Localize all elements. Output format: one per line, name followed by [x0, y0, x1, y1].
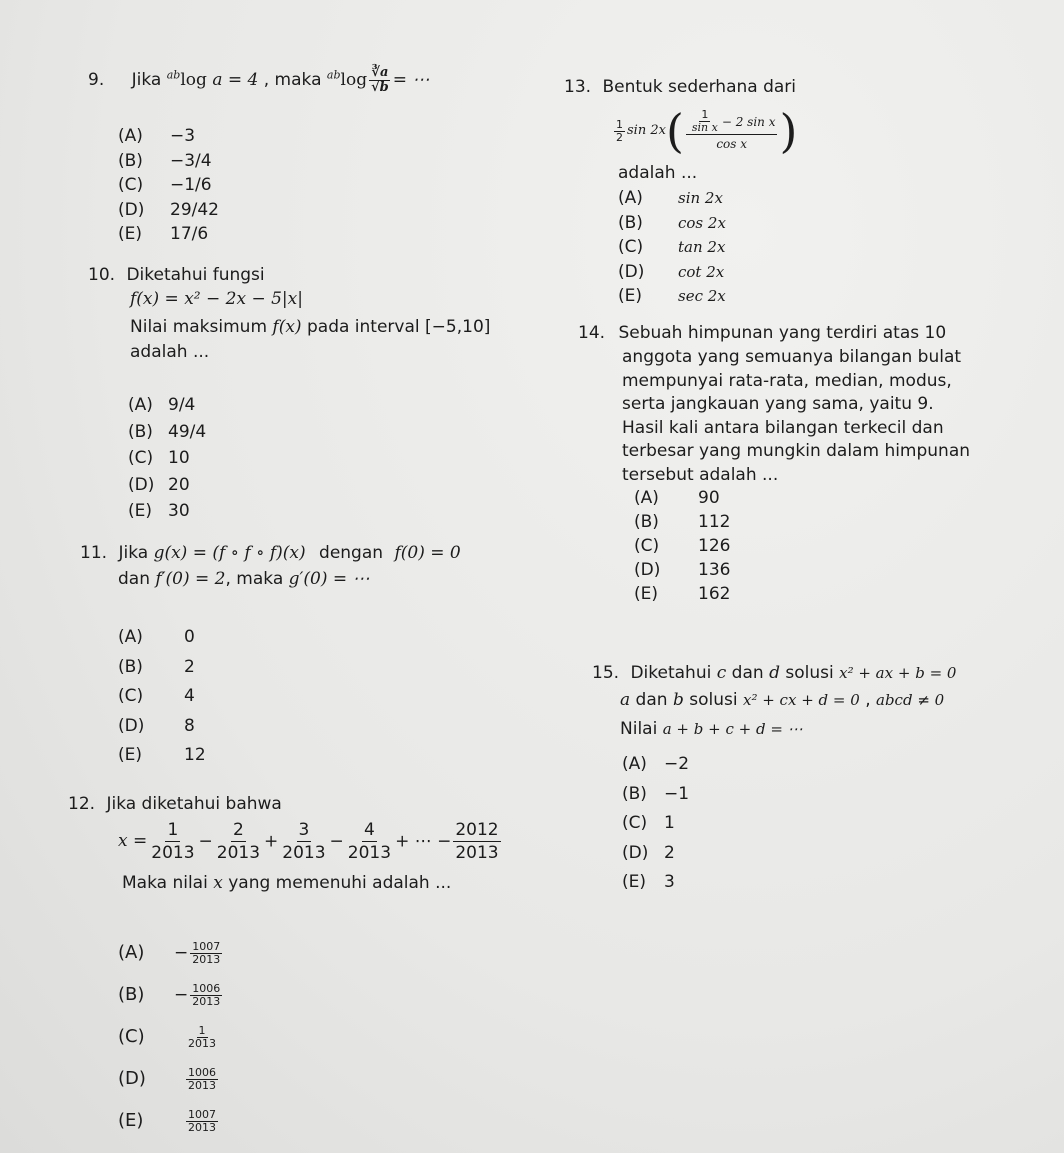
q9-opt-e-letter: (E)	[118, 224, 143, 244]
q12-term-5-sign: + ⋯ −	[395, 831, 452, 851]
q14-option-b[interactable]	[634, 510, 730, 534]
q10-opt-a-letter: (A)	[128, 395, 153, 415]
q12-term-1-frac	[149, 819, 196, 864]
q12-opt-b-den: 2013	[192, 994, 221, 1008]
q14-line-4: serta jangkauan yang sama, yaitu 9.	[622, 394, 934, 414]
q14-line-2: anggota yang semuanya bilangan bulat	[622, 347, 962, 367]
q13-options	[618, 186, 726, 309]
q12-opt-a-frac	[190, 941, 222, 966]
q12-series	[118, 816, 503, 866]
q11-option-a[interactable]	[118, 623, 206, 653]
q10-line3b: pada interval	[306, 317, 420, 337]
q9-opt-a-value: −3	[170, 126, 196, 146]
q15-dan-2: dan	[635, 690, 668, 710]
q12-opt-d-num: 1006	[188, 1065, 216, 1079]
q11-f0: f(0) = 0	[394, 543, 461, 563]
q15-opt-e-letter: (E)	[622, 872, 647, 892]
q12-opt-e-frac	[186, 1109, 218, 1134]
q10-option-e[interactable]	[128, 498, 206, 525]
q10-options	[128, 392, 206, 525]
q12-term-2	[199, 819, 265, 864]
q10-stem-3	[130, 316, 490, 338]
q11-opt-b-letter: (B)	[118, 656, 143, 677]
q13-opt-a-letter: (A)	[618, 188, 643, 208]
q12-option-a[interactable]	[118, 932, 224, 974]
q13-option-e[interactable]	[618, 284, 726, 309]
q14-stem-rest	[622, 346, 970, 487]
q15-b: b	[672, 690, 684, 710]
q12-term-4-sign: −	[329, 831, 344, 851]
q11-fprime: f′(0) = 2	[155, 569, 226, 589]
q13-expression	[612, 100, 797, 162]
q15-sum: a + b + c + d = ⋯	[662, 720, 803, 738]
q13-opt-d-letter: (D)	[618, 261, 645, 282]
q12-opt-b-letter: (B)	[118, 984, 145, 1005]
q10-opt-e-letter: (E)	[128, 501, 153, 521]
q13-opt-c-letter: (C)	[618, 237, 644, 257]
q15-opt-e-value: 3	[664, 872, 675, 892]
q11-option-c[interactable]	[118, 682, 206, 712]
q9-option-b[interactable]	[118, 149, 219, 174]
q11-dan: dan	[118, 569, 150, 589]
q11-opt-e-value: 12	[184, 745, 206, 765]
q11-opt-d-value: 8	[184, 715, 195, 736]
q12-opt-d-frac	[186, 1067, 218, 1092]
q9-option-a[interactable]	[118, 124, 219, 149]
q13-opt-d-value: cot 2x	[678, 262, 725, 281]
q12-term-1-num: 1	[167, 819, 179, 840]
q12-term-1-den: 2013	[151, 842, 195, 863]
q12-term-4	[330, 819, 396, 864]
q12-line3a: Maka nilai	[122, 873, 208, 893]
q13-opt-a-value: sin 2x	[678, 189, 723, 207]
q13-adalah: adalah ...	[618, 163, 698, 183]
q14-opt-e-letter: (E)	[634, 584, 659, 604]
q14-opt-b-value: 112	[698, 512, 731, 532]
q9-log-lhs	[167, 70, 259, 90]
q10-line4: adalah ...	[130, 342, 210, 362]
q12-option-d[interactable]	[118, 1058, 224, 1100]
q11-maka: , maka	[225, 569, 284, 589]
q12-term-4-frac	[346, 819, 393, 864]
q13-big-fraction	[686, 109, 778, 153]
q14-line-5: Hasil kali antara bilangan terkecil dan	[622, 417, 944, 438]
q14-opt-d-value: 136	[698, 560, 731, 580]
q13-inner-den: sin x	[691, 121, 718, 134]
q13-line1: Bentuk sederhana dari	[602, 77, 797, 97]
q15-options	[622, 750, 689, 898]
q15-comma: ,	[865, 690, 871, 710]
q15-opt-b-letter: (B)	[622, 783, 647, 804]
q13-right-paren: )	[779, 104, 798, 158]
q9-log-rhs	[326, 65, 430, 95]
q10-line1: Diketahui fungsi	[126, 265, 265, 285]
q10-fx: f(x)	[272, 317, 302, 337]
q10-line3a: Nilai maksimum	[130, 317, 268, 337]
q9-lhs-rest: a = 4	[212, 70, 259, 90]
q9-opt-e-value: 17/6	[170, 224, 209, 244]
q12-opt-d-letter: (D)	[118, 1068, 146, 1089]
q11-stem-1	[80, 542, 461, 564]
q12-opt-b-num: 1006	[192, 981, 221, 995]
q9-opt-d-value: 29/42	[170, 199, 219, 220]
q15-opt-c-value: 1	[664, 813, 675, 833]
q15-diketahui: Diketahui	[630, 663, 712, 683]
q13-opt-b-value: cos 2x	[678, 213, 726, 232]
q9-options	[118, 124, 219, 247]
q11-dengan: dengan	[319, 543, 384, 563]
q14-number: 14.	[578, 323, 606, 343]
q11-opt-a-letter: (A)	[118, 627, 143, 647]
q14-opt-a-letter: (A)	[634, 488, 659, 508]
q12-opt-c-frac	[186, 1025, 218, 1050]
q14-option-e[interactable]	[634, 582, 730, 606]
q13-number: 13.	[564, 77, 592, 97]
q14-line-1: Sebuah himpunan yang terdiri atas 10	[618, 323, 947, 343]
q11-gprime: g′(0) = ⋯	[288, 569, 370, 589]
q12-x-eq: x =	[118, 831, 148, 851]
q10-interval: [−5,10]	[425, 317, 491, 337]
q12-opt-e-letter: (E)	[118, 1110, 144, 1131]
q15-eq1: x² + ax + b = 0	[839, 664, 957, 682]
q10-opt-d-value: 20	[168, 474, 190, 495]
q11-option-d[interactable]	[118, 712, 206, 742]
q11-option-b[interactable]	[118, 653, 206, 683]
q9-opt-c-letter: (C)	[118, 175, 144, 195]
q10-opt-d-letter: (D)	[128, 474, 155, 495]
q9-number: 9.	[88, 70, 105, 90]
q13-inner-num: 1	[701, 108, 709, 121]
q12-xvar: x	[213, 873, 223, 893]
q15-number: 15.	[592, 663, 620, 683]
q10-option-c[interactable]	[128, 445, 206, 472]
q14-option-d[interactable]	[634, 558, 730, 582]
q12-opt-c-letter: (C)	[118, 1026, 145, 1047]
q14-line-6: terbesar yang mungkin dalam himpunan	[622, 441, 971, 461]
q10-option-a[interactable]	[128, 392, 206, 419]
q10-option-b[interactable]	[128, 419, 206, 446]
q15-opt-d-value: 2	[664, 842, 675, 863]
q12-opt-b-sign: −	[174, 985, 189, 1005]
q9-opt-d-letter: (D)	[118, 199, 145, 220]
q15-d: d	[769, 663, 780, 683]
q11-options	[118, 623, 206, 771]
q9-option-c[interactable]	[118, 173, 219, 198]
q12-term-3-num: 3	[298, 819, 310, 840]
q11-number: 11.	[80, 543, 108, 563]
q15-opt-b-value: −1	[664, 783, 690, 804]
q13-left-paren: (	[665, 104, 684, 158]
q12-line3b: yang memenuhi adalah ...	[228, 873, 452, 893]
q11-opt-a-value: 0	[184, 627, 195, 647]
q13-option-d[interactable]	[618, 260, 726, 285]
q11-opt-d-letter: (D)	[118, 715, 145, 736]
q15-nilai: Nilai	[620, 719, 658, 739]
q12-number: 12.	[68, 794, 96, 814]
q9-option-d[interactable]	[118, 198, 219, 223]
q10-opt-a-value: 9/4	[168, 395, 196, 415]
q10-opt-e-value: 30	[168, 501, 190, 521]
q14-opt-c-letter: (C)	[634, 536, 660, 556]
q14-line-7: tersebut adalah ...	[622, 464, 779, 485]
q13-opt-e-value: sec 2x	[678, 287, 726, 305]
q15-condition: abcd ≠ 0	[876, 691, 945, 709]
q13-inner-minus: − 2 sin x	[721, 114, 776, 129]
q13-inner-frac	[690, 109, 720, 134]
q9-sup-ab: ab	[166, 68, 181, 82]
q13-option-a[interactable]	[618, 186, 726, 211]
q10-number: 10.	[88, 265, 116, 285]
q9-frac-num: ∛a	[371, 65, 389, 80]
q11-jika: Jika	[118, 543, 149, 563]
q14-opt-d-letter: (D)	[634, 560, 661, 580]
q12-stem-1	[68, 793, 282, 815]
q12-option-e[interactable]	[118, 1100, 224, 1142]
q9-opt-b-value: −3/4	[170, 150, 212, 171]
q12-opt-b-frac	[190, 983, 222, 1008]
q12-term-3-sign: +	[264, 831, 279, 851]
q9-opt-c-value: −1/6	[170, 175, 212, 195]
q14-opt-c-value: 126	[698, 536, 731, 556]
q15-c: c	[716, 663, 727, 683]
q13-stem-1	[564, 76, 796, 98]
q9-log-word-2: log	[340, 70, 368, 90]
q14-options	[634, 486, 730, 606]
q12-term-3	[264, 819, 330, 864]
q15-opt-d-letter: (D)	[622, 842, 649, 863]
q9-log-word: log	[180, 70, 207, 90]
q12-term-3-frac	[280, 819, 327, 864]
q10-opt-b-letter: (B)	[128, 421, 153, 442]
q15-option-b[interactable]	[622, 780, 689, 810]
q12-term-4-num: 4	[364, 819, 375, 840]
q15-opt-a-letter: (A)	[622, 754, 647, 774]
q15-dan: dan	[731, 663, 764, 683]
q13-half-num: 1	[616, 117, 623, 131]
q13-opt-c-value: tan 2x	[678, 238, 726, 256]
q12-opt-c-den: 2013	[188, 1036, 216, 1050]
q9-sup-ab-2: ab	[326, 68, 341, 82]
q9-jika: Jika	[131, 70, 162, 90]
q13-big-frac-num	[686, 109, 778, 135]
q9-opt-a-letter: (A)	[118, 126, 143, 146]
q13-sin2x: sin 2x	[627, 123, 666, 138]
q15-stem-2	[620, 689, 944, 711]
q12-opt-a-den: 2013	[192, 952, 221, 966]
q10-opt-b-value: 49/4	[168, 421, 207, 442]
q15-opt-c-letter: (C)	[622, 813, 648, 833]
q12-opt-c-num: 1	[198, 1023, 206, 1037]
q13-big-frac-den: cos x	[716, 137, 748, 151]
q9-frac-den: √b	[371, 80, 389, 95]
q13-opt-e-letter: (E)	[618, 286, 643, 306]
q12-term-1	[147, 819, 198, 864]
q12-option-b[interactable]	[118, 974, 224, 1016]
q15-option-e[interactable]	[622, 868, 689, 898]
q9-stem	[88, 66, 429, 95]
q14-opt-a-value: 90	[698, 488, 720, 508]
q10-opt-c-value: 10	[168, 448, 190, 468]
q12-opt-e-den: 2013	[188, 1120, 216, 1134]
q10-option-d[interactable]	[128, 472, 206, 499]
q13-option-c[interactable]	[618, 235, 726, 260]
q15-option-d[interactable]	[622, 839, 689, 869]
q9-opt-b-letter: (B)	[118, 150, 143, 171]
q11-opt-e-letter: (E)	[118, 745, 143, 765]
q12-opt-d-den: 2013	[188, 1078, 216, 1092]
q11-g-def: g(x) = (f ∘ f ∘ f)(x)	[153, 543, 306, 563]
q10-opt-c-letter: (C)	[128, 448, 154, 468]
q11-opt-c-letter: (C)	[118, 686, 144, 706]
q14-stem-first	[578, 322, 946, 344]
q15-solusi-2: solusi	[689, 690, 738, 710]
q12-term-2-frac	[215, 819, 262, 864]
q12-stem-3	[122, 872, 451, 894]
q12-term-2-num: 2	[232, 819, 244, 840]
q14-line-3: mempunyai rata-rata, median, modus,	[622, 370, 952, 391]
q9-tail: = ⋯	[392, 70, 430, 90]
q14-option-a[interactable]	[634, 486, 730, 510]
q14-opt-e-value: 162	[698, 584, 731, 604]
q12-term-3-den: 2013	[282, 842, 326, 863]
q12-term-2-den: 2013	[216, 842, 261, 863]
q15-eq2: x² + cx + d = 0	[742, 691, 860, 709]
q12-option-c[interactable]	[118, 1016, 224, 1058]
q11-opt-c-value: 4	[184, 686, 195, 706]
q15-solusi: solusi	[785, 663, 834, 683]
q13-opt-b-letter: (B)	[618, 212, 643, 233]
q12-opt-e-num: 1007	[188, 1107, 216, 1121]
q14-opt-b-letter: (B)	[634, 512, 659, 532]
q15-option-a[interactable]	[622, 750, 689, 780]
q12-opt-a-num: 1007	[192, 939, 221, 953]
q12-opt-a-letter: (A)	[118, 942, 145, 963]
q12-term-2-sign: −	[198, 831, 213, 851]
q13-half	[614, 119, 625, 144]
q12-term-5-num: 2012	[455, 819, 499, 840]
q15-stem-3	[620, 718, 803, 740]
q12-opt-a-sign: −	[174, 943, 189, 963]
q15-a: a	[620, 690, 631, 710]
q9-maka: , maka	[263, 70, 322, 90]
q11-option-e[interactable]	[118, 741, 206, 771]
q15-option-c[interactable]	[622, 809, 689, 839]
q12-term-5-den: 2013	[455, 842, 499, 863]
q12-term-4-den: 2013	[347, 842, 392, 863]
q12-options	[118, 932, 224, 1142]
q15-opt-a-value: −2	[664, 754, 690, 774]
q14-option-c[interactable]	[634, 534, 730, 558]
q10-stem-1	[88, 264, 265, 286]
q9-option-e[interactable]	[118, 222, 219, 247]
q10-function: f(x) = x² − 2x − 5|x|	[130, 289, 303, 309]
q12-term-5	[395, 819, 503, 864]
q9-fraction	[369, 66, 391, 95]
q12-term-5-frac	[453, 819, 500, 864]
q12-line1: Jika diketahui bahwa	[106, 794, 282, 814]
q11-stem-2	[118, 568, 370, 590]
q11-opt-b-value: 2	[184, 656, 195, 677]
q15-stem-1	[592, 662, 956, 684]
q13-half-den: 2	[616, 130, 623, 144]
q13-option-b[interactable]	[618, 211, 726, 236]
